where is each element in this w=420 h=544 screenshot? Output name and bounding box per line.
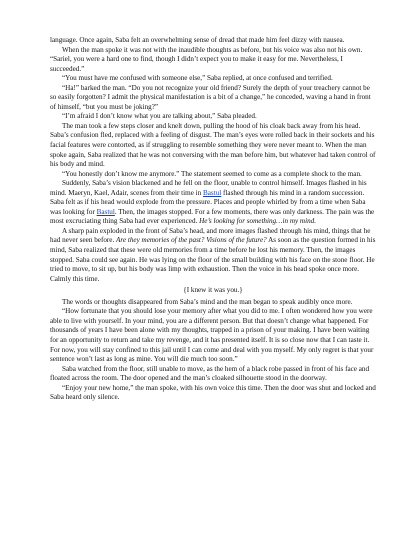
text-run: “Enjoy your new home,” the man spoke, with his own voice this time. Then the door was shut and locked and Saba heard only silence. <box>50 383 376 402</box>
text-run: The words or thoughts disappeared from Saba’s mind and the man began to speak audibly once more. <box>62 297 353 306</box>
paragraph <box>50 384 376 403</box>
paragraph <box>50 179 376 227</box>
centered-thought-line <box>50 286 376 296</box>
text-run: flashed through his mind in a random succession. Saba felt as if his head would explode from the pressure. Places and people whirled by from a time when Saba was looking for <box>50 188 366 216</box>
text-run: As soon as the question formed in his mind, Saba realized that these were old memories from a time before he lost his memory. Then, the images stopped. Saba could see again. He was lying on the floor of the small building with his face on the stone floor. He tried to move, to sit up, but his body was limp with exhaustion. Then the voice in his head spoke once more. Calmly this time. <box>50 236 376 283</box>
paragraph <box>50 74 376 84</box>
text-run: {I knew it was you.} <box>183 286 243 295</box>
text-run: “I’m afraid I don’t know what you are talking about,” Saba pleaded. <box>62 112 257 121</box>
paragraph <box>50 46 376 75</box>
text-run: A sharp pain exploded in the front of Saba’s head, and more images flashed through his mind, things that he had never seen before. <box>50 226 371 245</box>
paragraph <box>50 227 376 284</box>
text-run: When the man spoke it was not with the inaudible thoughts as before, but his voice was also not his own. “Sariel, you were a hard one to find, though I didn’t expect you to make it easy for me. Nevertheless, I succeeded.” <box>50 45 363 73</box>
text-run: “How fortunate that you should lose your memory after what you did to me. I often wondered how you were able to live with yourself. In your mind, you are a different person. But that doesn’t change what happened. For thousands of years I have been alone with my thoughts, trapped in a prison of your making. I have been waiting for an opportunity to return and take my revenge, and it has presented itself. It is so close now that I can taste it. For now, you will stay confined to this jail until I can come and deal with you myself. My only regret is that your sentence won’t last as long as mine. You will die much too soon.” <box>50 307 374 364</box>
paragraph <box>50 170 376 180</box>
text-run: “You must have me confused with someone else,” Saba replied, at once confused and terrified. <box>62 74 333 83</box>
text-run: . Then, the images stopped. For a few moments, there was only darkness. The pain was the most excruciating thing Saba had ever experienced. <box>50 207 375 226</box>
paragraph <box>50 307 376 364</box>
document-page <box>50 36 376 403</box>
place-link[interactable]: Bastul <box>203 188 222 197</box>
italic-thought: He’s looking for something…in my mind. <box>199 217 316 226</box>
paragraph <box>50 84 376 113</box>
italic-thought: Are they memories of the past? Visions of the future? <box>116 236 267 245</box>
text-run: Saba watched from the floor, still unable to move, as the hem of a black robe passed in front of his face and floated across the room. The door opened and the man’s cloaked silhouette stood in the doorway. <box>50 364 370 383</box>
paragraph <box>50 36 376 46</box>
paragraph <box>50 365 376 384</box>
paragraph <box>50 122 376 170</box>
paragraph <box>50 112 376 122</box>
text-run: The man took a few steps closer and knelt down, pulling the hood of his cloak back away from his head. Saba’s confusion fled, replaced with a feeling of disgust. The man’s eyes were rolled back in their sockets and his facial features were contorted, as if struggling to resemble something they were never meant to. When the man spoke again, Saba realized that he was not conversing with the man before him, but whatever had taken control of his body and mind. <box>50 121 376 169</box>
paragraph <box>50 298 376 308</box>
place-link[interactable]: Bastul <box>96 207 115 216</box>
text-run: language. Once again, Saba felt an overwhelming sense of dread that made him feel dizzy with nausea. <box>50 36 345 44</box>
text-run: “Ha!” barked the man. “Do you not recognize your old friend? Surely the depth of your treachery cannot be so easily forgotten? I admit the physical manifestation is a bit of a change,” he conceded, waving a hand in front of himself, “but you must be joking?” <box>50 83 371 111</box>
text-run: “You honestly don’t know me anymore.” The statement seemed to come as a complete shock to the man. <box>62 169 362 178</box>
text-run: Suddenly, Saba’s vision blackened and he fell on the floor, unable to control himself. Images flashed in his mind. Maeryn, Kael, Adair, scenes from their time in <box>50 179 367 197</box>
